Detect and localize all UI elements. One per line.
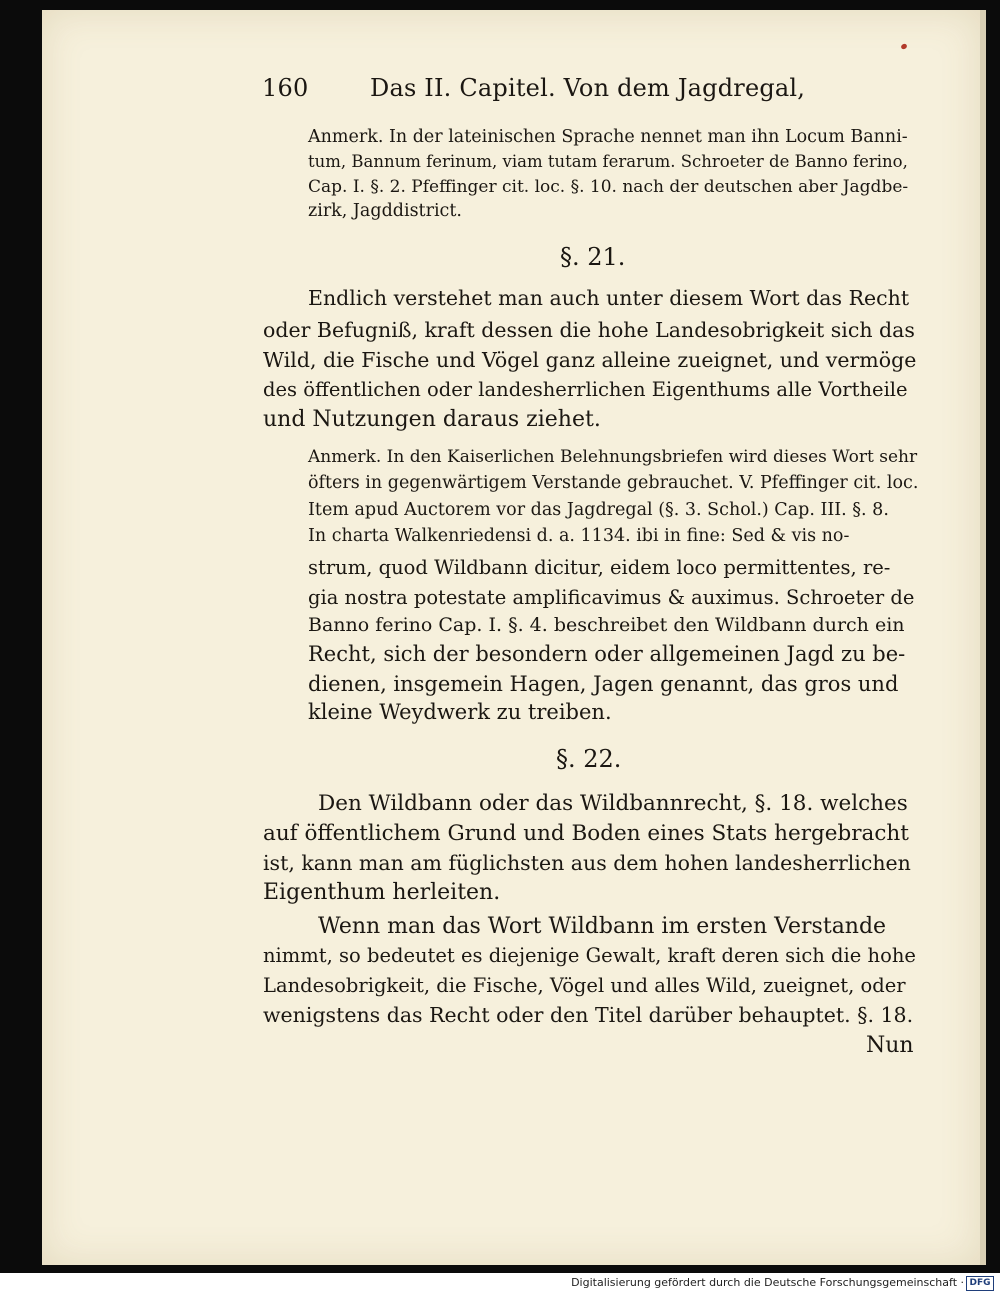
- note-line: dienen, insgemein Hagen, Jagen genannt, das gros und: [308, 672, 899, 696]
- note-line: gia nostra potestate amplificavimus & auximus. Schroeter de: [308, 586, 915, 609]
- book-page: [42, 10, 980, 1265]
- body-line: des öffentlichen oder landesherrlichen Eigenthums alle Vortheile: [263, 378, 908, 401]
- note-line: tum, Bannum ferinum, viam tutam ferarum. Schroeter de Banno ferino,: [308, 152, 908, 171]
- body-line: ist, kann man am füglichsten aus dem hohen landesherrlichen: [263, 851, 911, 875]
- note-line: In charta Walkenriedensi d. a. 1134. ibi in fine: Sed & vis no-: [308, 526, 850, 546]
- page-edge: [980, 10, 986, 1265]
- body-line: oder Befugniß, kraft dessen die hohe Landesobrigkeit sich das: [263, 318, 915, 342]
- note-line: strum, quod Wildbann dicitur, eidem loco permittentes, re-: [308, 556, 891, 579]
- catchword: Nun: [866, 1033, 914, 1058]
- body-line: auf öffentlichem Grund und Boden eines Stats hergebracht: [263, 821, 909, 846]
- footer-bar: [0, 1273, 1000, 1293]
- running-title: Das II. Capitel. Von dem Jagdregal,: [370, 74, 806, 102]
- note-line: Recht, sich der besondern oder allgemeinen Jagd zu be-: [308, 642, 906, 666]
- body-line: Landesobrigkeit, die Fische, Vögel und alles Wild, zueignet, oder: [263, 974, 906, 997]
- page-number: 160: [262, 74, 309, 102]
- dfg-logo: DFG: [966, 1276, 994, 1291]
- note-line: Anmerk. In den Kaiserlichen Belehnungsbriefen wird dieses Wort sehr: [308, 447, 918, 467]
- note-line: kleine Weydwerk zu treiben.: [308, 700, 612, 724]
- body-line: wenigstens das Recht oder den Titel darüber behauptet. §. 18.: [263, 1003, 914, 1027]
- body-line: nimmt, so bedeutet es diejenige Gewalt, kraft deren sich die hohe: [263, 944, 916, 967]
- body-line: Eigenthum herleiten.: [263, 880, 501, 905]
- note-line: Banno ferino Cap. I. §. 4. beschreibet den Wildbann durch ein: [308, 614, 905, 636]
- body-line: Wild, die Fische und Vögel ganz alleine zueignet, und vermöge: [263, 348, 917, 372]
- section-heading: §. 21.: [560, 243, 626, 271]
- section-heading: §. 22.: [556, 745, 622, 773]
- funding-credit: Digitalisierung gefördert durch die Deutsche Forschungsgemeinschaft ·: [571, 1276, 964, 1289]
- note-line: Anmerk. In der lateinischen Sprache nennet man ihn Locum Banni-: [308, 127, 908, 147]
- body-line: Den Wildbann oder das Wildbannrecht, §. 18. welches: [318, 791, 908, 816]
- note-line: Item apud Auctorem vor das Jagdregal (§. 3. Schol.) Cap. III. §. 8.: [308, 500, 889, 520]
- body-line: Endlich verstehet man auch unter diesem Wort das Recht: [308, 286, 910, 310]
- note-line: Cap. I. §. 2. Pfeffinger cit. loc. §. 10. nach der deutschen aber Jagdbe-: [308, 177, 909, 197]
- note-line: zirk, Jagddistrict.: [308, 201, 462, 221]
- note-line: öfters in gegenwärtigem Verstande gebrauchet. V. Pfeffinger cit. loc.: [308, 473, 919, 493]
- body-line: und Nutzungen daraus ziehet.: [263, 407, 601, 432]
- body-line: Wenn man das Wort Wildbann im ersten Verstande: [318, 914, 887, 939]
